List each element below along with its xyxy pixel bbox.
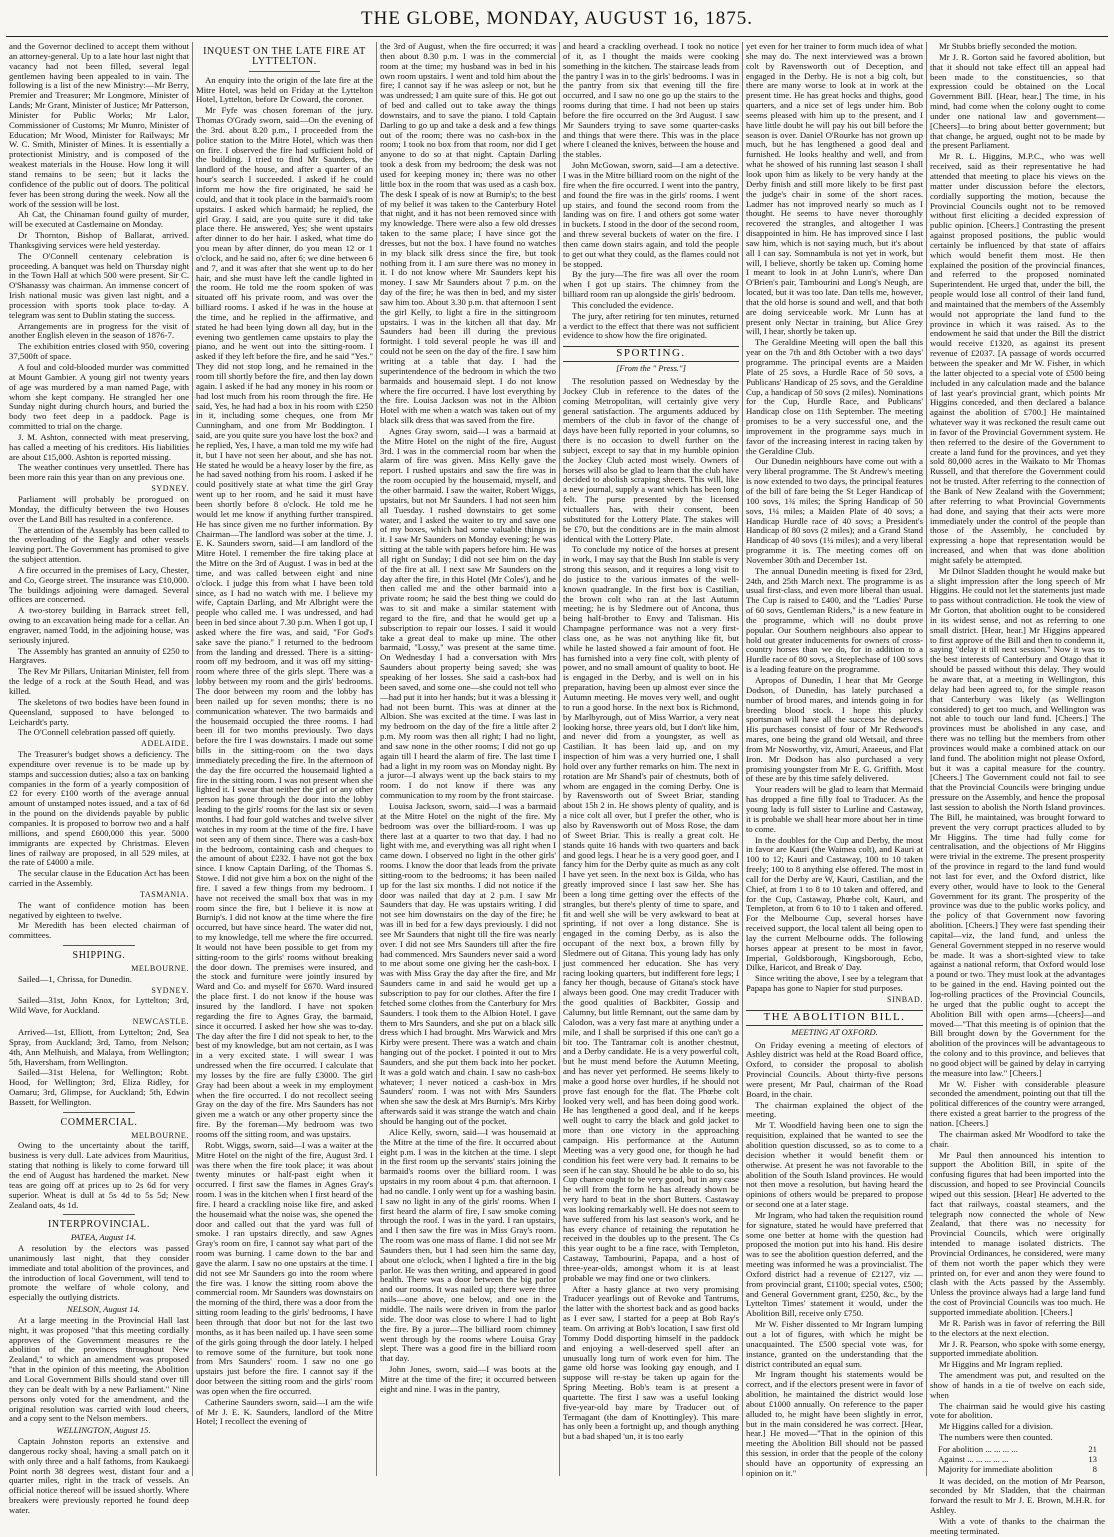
article-paragraph: Arrangements are in progress for the visit of another English eleven in the season of 1876-7. (9, 320, 189, 341)
article-paragraph: The O'Connell celebration passed off quietly. (18, 727, 176, 738)
article-paragraph: Mr R. Parish was in favor of referring the Bill to the electors at the next election. (930, 1317, 1105, 1338)
article-paragraph: At a large meeting in the Provincial Hall last night, it was proposed "that this meeting cordially approves of the Government measures re the abolition of the provinces throughout New Zealand," to which an amendment was proposed "that in the opinion of this meeting, the Abolition and Local Government Bills should stand over till they can be dealt with by a new Parliament." Nine persons only voted for the amendment, and the original resolution was carried with loud cheers, and a copy sent to the Nelson members. (9, 1314, 189, 1424)
place-heading: TASMANIA. (140, 889, 189, 899)
article-paragraph: In the doubles for the Cup and Derby, the most in favor are Kauri (the Waimea colt), and Kauri at 100 to 12; Kauri and Castaway, 100 to 10 taken freely; 100 to 8 anything else offered. The most in call for the Derby are W, Kauri, Castilian, and the Chief, at from 1 to 8 to 10 taken and offered, and for the Cup, Castaway, Phœbe colt, Kauri, and Templeton, at from 6 to 10 to 1 taken and offered. For the Melbourne Cup, several horses have received support, the local talent all being open to lay the current Melbourne odds. The following horses appear at present to be most in favor, Imperial, Goldsborough, Kingsborough, Ecbo, Dilke, Haricot, and Break o' Day. (746, 834, 923, 973)
article-paragraph: The want of confidence motion has been negatived by eighteen to twelve. (9, 899, 189, 920)
article-paragraph: To conclude my notice of the horses at present in work, I may say that the Bush Inn stable is very strong this season, and it requires a long visit to do justice to the various inmates of the well-known quadrangle. In the first box is Castilian, the brown colt who ran at the last Autumn meeting; he is by Sledmere out of Ancona, thus being half-brother to Envy and Talisman. His Champagne performance was not a very first-class one, as he was not anything like fit, but while he lasted showed a fair amount of foot. He has furnished into a very fine colt, with plenty of power, and no small amount of quality to boot. He is engaged in the Derby, and is well on in his preparation, having been up almost ever since the Autumn meeting. He moves very well, and ought to run a good horse. In the next box is Richmond, by Marlbyrough, out of Miss Warrior, a very neat looking horse, three years old, but I don't like him, and never did from a youngster, as well as Castilian. It has been laid up, and on my inspection of him was a very hurried one, I shall hold over any further remarks on him. The next in rotation are Mr Shand's pair of chestnuts, both of whom are engaged in the coming Derby. One is by Ravensworth out of Sweet Briar, standing about 15h 2 in. He shows plenty of quality, and is a nice colt all over, but I prefer the other, who is also by Ravensworth out of Moss Rose, the dam of Sweet Briar. This is really a great colt. He stands quite 16 hands with two quarters and back and good legs. I hear he is a very good goer, and I fancy him for the Derby quite as much as any colt I have yet seen. In the next box is Gilda, who has greatly improved since I last saw her. She has been a long time getting over the effects of the strangles, but there's plenty of time to spare, and fit and well she will be very awkward to beat at sprinting, if not over a long distance. She is engaged in the coming Derby, as is also the occupant of the next box, a brown filly by Sledmere out of Gitana. This young lady has only just commenced her education. She has very racing looking quarters, but indifferent fore legs; I fancy her though, because of Gitana's stock have always been good. One may credit Traducer with the good qualities of Backbiter, Gossip and Calumny, but little Remnant, out the same dam by Calodon, was a very fast mare at anything under a mile, and I shall be surprised if this one can't go a bit too. The Tantramar colt is another chestnut, and a Derby candidate. He is a very powerful colt, but he must mend before the Autumn Meeting, and has never yet performed. He seems likely to make a good horse over hurdles, if he should not prove fast enough for the flat. The Phœbe colt looked very well, and has been doing good work. He has lengthened a good deal, and if he keeps well ought to carry the black and gold jacket to more than one victory in the approaching campaign. His performance at the Autumn Meeting was a very good one, for though he had condition his feet were very bad. It remains to be seen if he can stay. Should he be able to do so, his Cup chance ought to be very good, but in any case he will from the form he has already shown be very hard to beat in the short Butters. Castaway was looking remarkably well. He does not seem to have suffered from his last season's work, and he has every chance of retaining the reputation he received in the doubles up to the present. The Cs this year ought to be a fine race, with Templeton, Castaway, Tambourini, Papapa, and a host of three-year-olds, amongst whom it is at least probable we may find one or two clinkers. (563, 544, 739, 1283)
vote-label: Against ... ... ... ... ... (938, 1453, 1009, 1464)
shipping-item: Sailed—1, Chrissa, for Dunedin. (18, 973, 132, 984)
vote-label: For abolition ... ... ... ... (938, 1443, 1018, 1454)
article-paragraph: Robt. Wiggs, sworn, said—I was a waiter at the Mitre Hotel on the night of the fire, August 3rd. I was there when the fire took place; it was about twenty minutes or half-past eight when it occurred. I first saw the flames in Agnes Gray's room. I was in the kitchen when I first heard of the fire. I heard a crackling noise like fire, and asked the housemaid what the noise was, she opened the door and called out that the yard was full of smoke. I ran upstairs directly, and saw Agnes Gray's room on fire, I cannot say what part of the room was burning. I came down to the bar and gave the alarm. I saw no one upstairs at the time. I did not see Mr Saunders go into the room where the fire was. I know the sitting room above the commercial room. Mr Saunders was downstairs on the morning of the third, there was a door from the sitting room leading to the girls' bedrooms, I have been through that door but not for the last two months, as it has been nailed up. I have seen some of the girls going through the door lately. I helped to remove some of the furniture, but took none from Mrs Saunders' room. I saw no one go upstairs just before the fire. I cannot say if the door between the sitting room and the girls' room was open when the fire occurred. (196, 1139, 373, 1396)
article-paragraph: The resolution passed on Wednesday by the Jockey Club in reference to the dates of the coming Metropolitan, will certainly give very general satisfaction. The arguments adduced by members of the club in favor of the change of days have been fully reported in your columns, so there is no occasion to dwell further on the subject, except to say that in my humble opinion the Jockey Club acted most wisely. Owners of horses will also be glad to learn that the club have decided to abolish scraping sheets. This will, like a new journal, supply a want which has been long felt. The purse presented by the licensed victuallers has, with their consent, been substituted for the Lottery Plate. The stakes will be £70, but the conditions are in the main almost identical with the Lottery Plate. (563, 376, 739, 544)
section-divider (63, 1112, 135, 1113)
article-paragraph: Mr Higgins and Mr Ingram replied. (939, 1359, 1063, 1370)
article-paragraph: Dr Thornton, Bishop of Ballarat, arrived. Thanksgiving services were held yesterday. (9, 230, 189, 250)
dateline: PATEA, August 14. (70, 1232, 137, 1243)
article-paragraph: The O'Connell centenary celebration is proceeding. A banquet was held on Thursday night in the Town Hall at which 500 were present. Sir C. O'Shanassy was chairman. An immense concert of Irish national music was given last night, and a procession with sports took place to-day. A telegram was sent to Dublin stating the success. (9, 250, 189, 320)
article-paragraph: Agnes Gray sworn, said—I was a barmaid at the Mitre Hotel on the night of the fire, August 3rd. I was in the commercial room bar when the alarm of fire was given. Miss Kelly gave the report. I rushed upstairs and saw the fire was in the room occupied by the housemaid, myself, and the other barmaid. I saw the waiter, Robert Wiggs, upstairs, but not Mr Saunders. I had not seen him all Tuesday. I rushed downstairs to get some water, and I asked the waiter to try and save one of my boxes, which had some valuable things in it. I saw Mr Saunders on Monday evening; he was sitting at the table with papers before him. He was all right on Sunday; I did not see him on the day of the fire at all. I next saw Mr Saunders on the day after the fire, in this Hotel (Mr Coles'), and he then called me and the other barmaid into a private room; he said the best thing we could do was to sit and make a similar statement with regard to the fire, and that he would get up a subscription to repair our losses. I said it would take a great deal to make up mine. The other barmaid, "Lossy," was present at the same time. On Wednesday I had a conversation with Mrs Saunders about property being saved; she was speaking of her losses. She said a cash-box had been saved, and some one—she could not tell who—had put it into her hands; but it was a blessing it had not been burnt. This was at dinner at the Albion. She was excited at the time. I was last in my bedroom on the day of the fire a little after 2 p.m. My room was then all right; I had no light, and saw none in the other rooms; I did not go up again till I heard the alarm of fire. The last time I had a light in my room was on Monday night. By a juror—I always went up the back stairs to my room. I do not know if there was any communication to my room by the front staircase. (380, 425, 556, 801)
vote-tally (930, 1445, 1105, 1475)
article-paragraph: John McGowan, sworn, said—I am a detective. I was in the Mitre billiard room on the night of the fire when the fire occurred. I went into the pantry, and found the fire was in the girls' rooms. I went up stairs, and found the second room from the landing was on fire. I and others got some water in buckets. I stood in the door of the second room, and threw several buckets of water on the fire. I then came down stairs again, and told the people to get out what they could, as the flames could not be stopped. (563, 160, 739, 269)
column-6 (926, 41, 1108, 1536)
article-paragraph: The chairman said he would give his casting vote for abolition. (930, 1400, 1105, 1421)
article-paragraph: Mr J. R. Gorton said he favored abolition, but that it should not take effect till an appeal had been made to the constituencies, so that expression could be obtained on the Local Government Bill. [Hear, hear.] The time, in his mind, had come when the colony ought to come under one national law and government—[Cheers]—to bring about better government; but that change, he argued, ought not to be made by the present Parliament. (930, 51, 1105, 151)
masthead-rule (6, 36, 1108, 37)
vote-row-majority (930, 1465, 1105, 1475)
article-paragraph: An enquiry into the origin of the late fire at the Mitre Hotel, was held on Friday at the Lyttelton Hotel, Lyttelton, before Dr Coward, the coroner. (196, 74, 373, 105)
article-paragraph: Your readers will be glad to learn that Mermaid has dropped a fine filly foal to Traducer. As the young lady is full sister to Lurline and Castaway, it is probable we shall hear more about her in time to come. (746, 784, 923, 834)
article-paragraph: A foul and cold-blooded murder was committed at Mount Gambier. A young girl not twenty years of age was murdered by a man named Page, with whom she kept company. He strangled her one Sunday night during church hours, and buried the body two feet deep in a paddock. Page is committed to trial on the charge. (9, 362, 189, 432)
article-paragraph: The attention of the Assembly has been called to the overloading of the Eagly and other vessels leaving port. The Government has promised to give the subject attention. (9, 524, 189, 565)
article-paragraph: Our Dunedin neighbours have come out with a very liberal programme. The St Andrew's meeting is now extended to two days, the principal features of the bill of fare being the St Leger Handicap of 100 sovs, 1¾ miles; the Spring Handicap of 50 sovs, 1¼ miles; a Maiden Plate of 40 sovs; a Handicap Hurdle race of 40 sovs; a President's Handicap of 80 sovs (2 miles); and a Grand Stand Handicap of 40 sovs (1¼ miles); and a very liberal programme it is. The meeting comes off on November 30th and December 1st. (746, 456, 923, 565)
article-paragraph: Mr T. Woodfield having been one to sign the requisition, explained that he wanted to see the abolition question discussed, so as to come to a decision whether it would benefit them or otherwise. At present he was not favorable to the abolition of the South Island provinces. He would not then move a resolution, but having heard the opinions of others would be prepared to propose or second one at a later stage. (746, 1120, 923, 1210)
article-paragraph: The amendment was put, and resulted on the show of hands in a tie of twelve on each side, when (930, 1370, 1105, 1400)
article-paragraph: It was decided, on the motion of Mr Pearson, seconded by Mr Sladden, that the chairman forward the result to Mr J. E. Brown, M.H.R. for Ashley. (930, 1475, 1105, 1516)
newspaper-columns (6, 41, 1108, 1536)
article-paragraph: The chairman asked Mr Woodford to take the chair. (930, 1128, 1105, 1149)
masthead (0, 0, 1114, 38)
article-paragraph: and the Governor declined to accept them without an attorney-general. Up to a late hour last night that vacancy had not been filled, several legal gentlemen having been appealed to in vain. The following is a list of the new Ministry:—Mr Berry, Premier and Treasurer; Mr Longmore, Minister of Lands; Mr Grant, Minister of Justice; Mr Patterson, Minister for Public Works; Mr Lalor, Commissioner of Customs; Mr Munro, Minister of Education; Mr Wood, Minister for Railways; Mr W. C. Smith, Minister of Mines. It is essentially a protectionist Ministry, and is composed of the weakest materials in the House. How long it will stand remains to be seen; but it lacks the confidence of the public out of doors. The political fever has been strong during the week. Now all the work of the session will be lost. (9, 41, 189, 209)
dateline: WELLINGTON, August 15. (56, 1425, 151, 1436)
article-paragraph: The Assembly has granted an annuity of £250 to Hargraves. (9, 645, 189, 666)
place-heading: ADELAIDE. (141, 739, 189, 749)
shipping-item: Arrived—1st, Elliott, from Lyttelton; 2nd, Sea Spray, from Auckland; 3rd, Tamo, from Nelson; 4th, Ann Melhuish, and Malaya, from Wellington; 5th, Haversham, from Wellington. (9, 1027, 189, 1067)
article-paragraph: Mr R. L. Higgins, M.P.C., who was well received, said as their representative he had attended that meeting to place his views on the matter under discussion before the electors, cordially supporting the motion, because the Provincial Councils ought not to be removed without first eliciting a decided expression of public opinion. [Cheers.] Contrasting the present against proposed positions, the public would certainly be influenced by that state of affairs which would benefit them most. He then explained the position of the provincial finances, and referred to the proposed nominated Superintendent. He urged that, under the bill, the people would lose all control of their land fund, and maintained that the members of the Assembly would not appropriate the land fund to the province in which it was raised. As to the endowment he said that under the Bill the district would receive £1320, as against its present revenue of £2037. [A passage of words occurred between the speaker and Mr W. Fisher, in which the latter objected to a special vote of £500 being included in any calculation made and the balance of last year's provincial grant, which points Mr Higgins conceded, and then declared a balance against the abolition of £700.] He maintained whatever way it was reckoned the result came out in favor of the Provincial Government system. He then referred to the desire of the Government to create a land fund for the provinces, and yet they sold 80,000 acres in the Waikato to Mr Thomas Russell, and that therefore the Government could not be trusted. After referring to the connection of the Bank of New Zealand with the Government; after referring to what Provincial Governments had done, and saying that their acts were more immediately under the control of the people than those of the Assembly, he concluded by expressing a hope that representation would be increased, and when that was done abolition might safely be attempted. (930, 151, 1105, 565)
section-heading-sporting: SPORTING. (563, 346, 739, 362)
article-paragraph: and heard a crackling overhead. I took no notice of it, as I thought the maids were cooking something in the kitchen. The staircase leads from the pantry I was in to the girls' bedrooms. I was in the pantry from six that evening till the fire occurred, and I saw no one go up the stairs to the rooms during that time. I had not been up stairs before the fire occurred on the 3rd August. I saw Mr Saunders trying to save some quarter-casks and things that were there. This was in the place where I cleaned the knives, between the house and the stables. (563, 41, 739, 160)
article-paragraph: Mr Stubbs briefly seconded the motion. (939, 41, 1078, 51)
article-paragraph: With a vote of thanks to the chairman the meeting terminated. (930, 1515, 1105, 1536)
article-paragraph: This concluded the evidence. (572, 299, 674, 310)
article-paragraph: Captain Johnston reports an extensive and dangerous rocky shoal, having a small patch on it with only three and a half fathoms, from Kaukaegi Point north 38 degrees west, distant four and a quarter miles, right in the track of vessels. An official notice thereof will be issued shortly. Where breakers were previously reported he found deep water. (9, 1436, 189, 1515)
article-paragraph: The weather continues very unsettled. There has been more rain this year than on any previous one. (9, 462, 189, 483)
article-paragraph: The exhibition entries closed with 950, covering 37,500ft of space. (9, 341, 189, 362)
source-credit: [From the " Press."] (616, 363, 686, 374)
article-paragraph: J. M. Ashton, connected with meat preserving, has called a meeting of his creditors. His liabilities are about £15,000. Ashton is reported missing. (9, 431, 189, 462)
article-paragraph: yet even for her trainer to form much idea of what she may do. The next interviewed was a brown colt by Ravensworth out of Deception, and engaged in the Derby. He is not a big colt, but there are many worse to look at in work at the present time. He has great hocks and thighs, good quarters, and a nice set of legs under him. Bob seems pleased with him up to the present, and I have little doubt he will pay his out bill before the season is over. Daniel O'Rourke has not grown up much, but he has lengthened a good deal and furnished. He looks healthy and well, and from what he showed of his running last season I shall look upon him as likely to be very handy at the Derby finish and still more likely to be first past the judge's chair in some of the short races. Ladmer has not improved nearly so much as I thought. He seems to have never thoroughly recovered the strangles, and altogether I was disappointed in him. He has improved since I last saw him, which is not saying much, but it's about all I can say. Somnambula is not yet in work, but will, I believe, shortly be taken up. Coming home I meant to look in at John Lunn's, where Dan O'Brien's pair, Tambourini and Long's Neugh, are located, but it was too late. Dan tells me, however, that the old horse is sound and well, and that both are doing serviceable work. Mr Lunn has at present only Nectar in training, but Alice Grey will, I hear, shortly be taken up. (746, 41, 923, 337)
section-heading-shipping: SHIPPING. (72, 950, 126, 962)
article-paragraph: A resolution by the electors was passed unanimously last night, that they consider immediate and total abolition of the provinces, and the introduction of local Government, will tend to promote the welfare of whole colony, and especially the outlying districts. (9, 1243, 189, 1303)
article-paragraph: Mr Fyfe was chosen foreman of the jury. Thomas O'Grady sworn, said—On the evening of the 3rd. about 8.20 p.m., I proceeded from the police station to the Mitre Hotel, which was then on fire. I observed the fire had sufficient hold of the building. I tried to find Mr Saunders, the landlord of the house, and after a quarter of an hour's search I succeeded. I asked if he could inform me how the fire originated, he said he could, and that it took place in the barmaid's room upstairs. I asked which barmaid; he replied, the girl Gray. I said, are you quite sure it did take place there. He answered, Yes; she went upstairs after dinner to do her hair. I asked, what time do you mean by after dinner, do you mean 12 or 1 o'clock, and he said no, after 6; we dine between 6 and 7, and it was after that she went up to do her hair, and she must have left the candle lighted in the room. He told me the room spoken of was situated off his private room, and was over the billiard rooms. I asked if he was in the house at the time, and he replied in the affirmative, and stated he had been lying down all day, but in the evening two gentlemen came upstairs to play the piano, and he went out into the sitting-room. I asked if they left before the fire, and he said "Yes." They did not stop long, and he remained in the room till shortly before the fire, and then lay down again. I asked if he had any money in his room or had lost much from his room through the fire. He said, Yes, he had had a box in his room with £250 in it, including some cheques, one from Mr Cunningham, and one from Mr Boddington. I said, are you quite sure you have lost the box? and he replied, Yes, I have, a man told me my wife had it, but I have not seen her about, and she has not. He stated he would be a heavy loser by the fire, as he had saved nothing from his room. I asked if he could positively state at what time the girl Gray went up to her room, and he said it must have been shortly before 8 o'clock. He told me he would let me know if anything further transpired. He has since given me no further information. By Chairman—The landlord was sober at the time. J. E. K. Saunders sworn, said—I am landlord of the Mitre Hotel. I remember the fire taking place at the Mitre on the 3rd of August. I was in bed at the time, and was called between eight and nine o'clock. I judge this from what I have been told since, as I had no watch with me. I believe my wife, Captain Darling, and Mr Albright were the people who called me. I was undressed, and had been in bed since about 7.30 p.m. When I got up, I asked where the fire was, and said, "For God's sake save the piano." I returned to the bedroom from the landing and dressed. There is a sitting-room off my bedroom, and it was off my sitting-room where three of the girls slept. There was a lobby between my room and the girls' bedrooms. The door between my room and the lobby has been nailed up for seven months; there is no communication whatever. The two barmaids and the housemaid occupied the three rooms. I had been ill for two months previously. Two days before the fire I was downstairs. I made out some bills in the sitting-room on the two days immediately preceding the fire. In the afternoon of the day the fire occurred the housemaid lighted a fire in the sitting room. I was not present when she lighted it. I swear that neither the girl or any other person has gone through the door into the lobby leading to the girls' rooms for the last six or seven months. I had four gold watches and twelve silver watches in my room at the time of the fire. I have not seen any of them since. There was a cash-box in the bedroom, containing cash and cheques to the amount of about £232. I have not got the box since. I know Captain Darling, of the Thomas S. Stowe. I did not give him a box on the night of the fire. I saved a few things from my bedroom. I have not received the small box that was in my room since the fire, but I believe it is now at Burnip's. I did not know at the time where the fire occurred, but have since heard. The water did not, to my knowledge, tell me where the fire occurred. It would not have been possible to get from my sitting-room to the girls' rooms without breaking the door down. The premises were insured, and the stock and furniture were jointly insured by Ward and Co. and myself for £670. Ward insured the place first. I do not know if the house was insured by the landlord. I have not spoken regarding the fire to Agnes Gray, the barmaid, since it occurred. I asked her how she was to-day. The day after the fire I did not speak to her, to the best of my knowledge, but am not certain, as I was in a very excited state. I will swear I was undressed when the fire occurred. I calculate that my losses by the fire are fully £3000. The girl Gray had been about a week in my employment when the fire occurred. I do not recollect seeing Gray on the day of the fire. Mrs Saunders has not given me a watch or any other property since the fire. By the foreman—My bedroom was two rooms off the sitting room, and was upstairs. (196, 105, 374, 1139)
article-paragraph: The jury, after retiring for ten minutes, returned a verdict to the effect that there was not sufficient evidence to show how the fire originated. (563, 310, 739, 341)
article-paragraph: A two-storey building in Barrack street fell, owing to an excavation being made for a cellar. An engraver, named Todd, in the adjoining house, was seriously injured. (9, 605, 189, 645)
column-5 (742, 42, 926, 1476)
article-paragraph: Catherine Saunders sworn, said—I am the wife of Mr J. E. K. Saunders, landlord of the Mitre Hotel; I recollect the evening of (196, 1396, 373, 1427)
article-headline-inquest: INQUEST ON THE LATE FIRE AT LYTTELTON. (203, 46, 366, 67)
shipping-item: Sailed—31st, John Knox, for Lyttelton; 3rd, Wild Wave, for Auckland. (9, 995, 189, 1016)
section-divider (63, 945, 135, 946)
article-paragraph: Mr J. R. Pearson, who spoke with some energy, supported immediate abolition. (930, 1338, 1105, 1359)
article-paragraph: John Jones, sworn, said—I was boots at the Mitre at the time of the fire; it occurred between eight and nine. I was in the pantry, (380, 1364, 556, 1394)
article-paragraph: Since writing the above, I see by a telegram that Papapa has gone to Napier for stud purposes. (746, 973, 923, 994)
vote-count: 13 (1088, 1453, 1097, 1464)
column-2 (192, 42, 376, 1476)
headline-divider (249, 71, 320, 72)
place-heading: MELBOURNE. (131, 963, 189, 973)
place-heading: MELBOURNE. (131, 1130, 189, 1140)
section-divider (63, 1214, 135, 1215)
shipping-item: Sailed—31st Helena, for Wellington; Robt. Hood, for Wellington; 3rd, Eliza Ridley, for Oamaru; 3rd, Glimpse, for Auckland; 5th, Edwin Bassett, for Wellington. (9, 1067, 189, 1107)
vote-count: 21 (1088, 1443, 1097, 1454)
section-heading-abolition: THE ABOLITION BILL. (746, 1010, 923, 1026)
article-paragraph: The annual Dunedin meeting is fixed for 23rd, 24th, and 25th March next. The programme is as usual first-class, and even more liberal than usual. The Cup is raised to £400, and the "Ladies' Purse of 60 sovs, Gentleman Riders," is a new feature in the programme, which will no doubt prove popular. Our Southern neighbours also appear to hold out greater inducements for owners of cross-country horses than we do, for in addition to a Hurdle race of 80 sovs, a Steeplechase of 100 sovs is a leading feature on the programme. (746, 565, 923, 675)
article-paragraph: The Rev Mr Pillars, Unitarian Minister, fell from the ledge of a rock at the South Head, and was killed. (9, 666, 189, 696)
article-paragraph: Ah Cat, the Chinaman found guilty of murder, will be executed at Castlemaine on Monday. (9, 209, 189, 230)
section-heading-commercial: COMMERCIAL. (60, 1116, 138, 1128)
article-paragraph: The Treasurer's budget shows a deficiency. The expenditure over revenue is to be made up by stamps and succession duties; also a tax on banking companies in the form of a yearly composition of £2 for every £100 worth of the average annual amount of unstamped notes issued, and a tax of 6d in the pound on the dividends payable by public companies. It is proposed to borrow two and a half millions, and spend £600,000 this year. 5000 immigrants are expected by Christmas. Eleven lines of railway are proposed, in all 529 miles, at the rate of £4000 a mile. (9, 749, 189, 868)
article-paragraph: Mr Ingram, who had taken the requisition round for signature, stated he would have preferred that some one better at home with the question had proposed the motion put into his hand. His desire was to see the abolition question deferred, and the meeting was informed he was a provincialist. The Oxford district had a revenue of £2127, viz —from provincial grant, £1100; special votes, £500; and General Government grant, £250, &c., by the Lyttelton Times' statement it would, under the Abolition Bill, receive only £750. (746, 1209, 923, 1319)
newspaper-title: THE GLOBE, MONDAY, AUGUST 16, 1875. (361, 8, 753, 29)
article-paragraph: The Geraldine Meeting will open the ball this year on the 7th and 8th October with a two days' programme. The principal events are a Maiden Plate of 25 sovs, a Hurdle Race of 50 sovs, a Publicans' Handicap of 25 sovs, and the Geraldine Cup, a handicap of 50 sovs (2 miles). Nominations for the Cup, Hurdle Race, and Publicans' Handicap close on 11th September. The meeting promises to be a very successful one, and the improvement in the programme says much in favor of the increasing interest in racing taken by the Geraldine Club. (746, 337, 923, 456)
column-1 (6, 41, 192, 1515)
article-subheading: MEETING AT OXFORD. (791, 1026, 878, 1037)
article-paragraph: The numbers were then counted. (939, 1432, 1053, 1443)
place-heading: SYDNEY. (151, 985, 189, 995)
dateline: NELSON, August 14. (67, 1304, 140, 1315)
place-heading: SYDNEY. (151, 484, 189, 494)
vote-count: 8 (1092, 1463, 1097, 1474)
article-paragraph: The secular clause in the Education Act has been carried in the Assembly. (9, 868, 189, 889)
article-paragraph: The skeletons of two bodies have been found in Queensland, supposed to have belonged to Leichardt's party. (9, 696, 189, 727)
vote-label: Majority for immediate abolition (938, 1463, 1053, 1474)
article-paragraph: Alice Kelly, sworn, said—I was housemaid at the Mitre at the time of the fire. It occurred about eight p.m. I was in the kitchen at the time. I slept in the first room up the servants' stairs joining the barmaid's rooms over the billiard room. I was upstairs in my room about 4 p.m. that afternoon. I had no candle. I only went up for a washing basin. I saw no light in any of the girls' rooms. When I first heard the alarm of fire, I saw smoke coming through the roof. I was in the yard. I ran upstairs, and I then saw the fire was in Miss Gray's room. The room was one mass of flame. I did not see Mr Saunders then, but I had seen him the same day, about one o'clock, when I lighted a fire in the big parlor. He was then writing, and appeared in good health. There was a door between the big parlor and our rooms. It was nailed up; there were three nails—one above, one below, and one in the middle. The nails were driven in from the parlor side. The door was close to where I had to light the fire. By a juror—The billiard room chimney went through by the rooms where Louisa Gray slept. There was a good fire in the billiard room that day. (380, 1126, 556, 1364)
article-paragraph: After a hasty glance at two very promising Traducer yearlings out of Revoke and Tantrums, the latter with the shortest back and as good backs as I ever saw, I started for a peep at Bob Ray's team. On arriving at Bob's location, I saw first old Tommy Dodd disporting himself in the paddock and enjoying a well-deserved spell after an unusually long turn of work even for him. The game old horse was looking gay enough, and I suppose will re-stay be taken up again for the Spring Meeting. Bob's team is at present a quartette. The first I saw was a useful looking five-year-old bay mare by Traducer out of Termagant (the dam of Knottingley). This mare has only been a fortnight up, and though anything but a bad shaped 'un, it is too early (563, 1283, 739, 1442)
article-paragraph: By the jury—The fire was all over the room when I got up stairs. The chimney from the billiard room ran up alongside the girls' bedroom. (563, 269, 739, 300)
article-paragraph: On Friday evening a meeting of electors of Ashley district was held at the Road Board office, Oxford, to consider the proposal to abolish Provincial Councils. About thirty-five persons were present, Mr Paul, chairman of the Road Board, in the chair. (746, 1039, 923, 1099)
article-paragraph: Mr W. Fisher dissented to Mr Ingram lumping out a lot of figures, with which he might be unacquainted. The £500 special vote was, for instance, granted on the understanding that the district contributed an equal sum. (746, 1319, 923, 1369)
article-paragraph: Mr W. Fisher with considerable pleasure seconded the amendment, pointing out that till the political differences of the country were arranged, there existed a great barrier to the progress of the nation. [Cheers.] (930, 1078, 1105, 1128)
article-paragraph: the 3rd of August, when the fire occurred; it was then about 8.30 p.m. I was in the commercial room at the time; my husband was in bed in his own room upstairs. I went and told him about the fire; I cannot say if he was asleep or not, but he was undressed; I am quite sure of this. He got out of bed and called out to take away the things downstairs, and to save the piano. I told Captain Darling to go up and take a desk and a few things out of the room; there was no cash-box in the room; I took no box from that room, nor did I get anyone to do so at that night. Captain Darling took a desk from my bedroom; the desk was not used for keeping money in; there was no other little box in the room that was used as a cash box. The desk I speak of is now at Burnip's; to the best of my belief it was taken to the Canterbury Hotel that night, and it has not been removed since with my knowledge. There were also a few old dresses taken to the same place; I have since got the dresses, but not the box. I have found no watches in my black silk dress since the fire, but took nothing from it. I am sure there was no money in it. I do not know where Mr Saunders kept his money. I saw Mr Saunders about 7 p.m. on the day of the fire; he was then in bed, and my sister saw him too. About 3.30 p.m. that afternoon I sent the girl Kelly, to light a fire in the sittingroom upstairs. I was in the kitchen all that day. Mr Saunders had been ill during the previous fortnight. I told several people he was ill and could not be seen on the day of the fire. I saw him writing at a table that day. I had the superintendence of the bedroom in which the two barmaids and housemaid slept. I do not know where the fire occurred. I have lost everything by the fire. Louisa Jackson was not in the Albion Hotel with me when a watch was taken out of my black silk dress that was saved from the fire. (380, 41, 556, 426)
article-paragraph: Mr Dilnot Sladden thought he would make but a slight impression after the long speech of Mr Higgins. He could not let the statements just made to pass without contradiction. He took the view of Mr Gorton, that abolition ought to be considered in its widest sense, and not as referring to one small district. [Hear, hear.] Mr Higgins appeared to first approve of the Bill and then to condemn it, saying "delay it till next session." Now it was to the best interests of Canterbury and Otago that it should be passed without this delay. They would be aware that, at a meeting in Wellington, this delay had been agreed to, for the simple reason that Canterbury was likely (as Wellington considered) to get too much, and Wellington was not able to touch our land fund. [Cheers.] The provinces must be abolished in any case, and there was no telling but the members from other provinces would make a combined attack on our land fund. The abolition might not please Oxford, but it was a capital measure for the country. [Cheers.] The Government could not fail to see that the Provincial Councils were bringing undue pressure on the Assembly, and hence the proposal last session to abolish the North Island provinces. The Bill, he maintained, was brought forward to prevent the very corrupt practices alluded to by Mr Higgins. The time had fully come for centralisation, and the objections of Mr Higgins were trivial in the extreme. The present prosperity of the province in regard to the land fund would not last for ever, and the Oxford district, like every other, would have to look to the General Government for its grant. The prosperity of the province was due to the public works policy, and the policy of that Government now favoring abolition. [Cheers.] They were fast spending their capital—viz, the land fund, and unless the General Government stepped in no reserve would be made. It was a short-sighted view to take against a national reform, that Oxford would lose a pound or two. They must look at the advantages to be gained in the end. Having pointed out the log-rolling practices of the Provincial Councils, he urged that the public ought to accept the Abolition Bill with open arms—[cheers]—and moved—"That this meeting is of opinion that the Bill brought down by the Government for the abolition of the provinces will be advantageous to the colony and to this province, and believes that no good object will be gained by delay in carrying the measure into law." [Cheers.] (930, 565, 1105, 1078)
article-paragraph: Owing to the uncertainty about the tariff, business is very dull. Late advices from Mauritius, stating that nothing is likely to come forward till the end of August has hardened the market. New teas are going off at prices up to 2s 6d for very superior. Wheat is dull at 5s 4d to 5s 5d; New Zealand oats, 4s 1d. (9, 1140, 189, 1210)
article-paragraph: The chairman explained the object of the meeting. (746, 1099, 923, 1120)
article-paragraph: Apropos of Dunedin, I hear that Mr George Dodson, of Dunedin, has lately purchased a number of brood mares, and intends going in for breeding blood stock. I hope this plucky sportsman will have all the success he deserves. His purchases consist of four of Mr Redwood's mares, one being the grand old Wetsail, and three from Mr Nosworthy, viz, Amuri, Araeeus, and Flat Iron. Mr Dodson has also purchased a very promising youngster from Mr E. G. Griffith. Most of these are by this time safely delivered. (746, 675, 923, 784)
place-heading: NEWCASTLE. (132, 1017, 189, 1027)
article-paragraph: Mr Meredith has been elected chairman of committees. (9, 920, 189, 941)
article-paragraph: A fire occurred in the premises of Lacy, Chester, and Co, George street. The insurance was £10,000. The buildings adjoining were damaged. Several offices are concerned. (9, 564, 189, 605)
author-signature: SINBAD. (887, 995, 923, 1004)
section-heading-interprovincial: INTERPROVINCIAL. (47, 1219, 151, 1231)
column-3 (376, 42, 559, 1476)
article-paragraph: Mr Higgins called for a division. (939, 1421, 1053, 1432)
article-paragraph: Mr Paul then announced his intention to support the Abolition Bill, in spite of the confusing figures that had been imported into the discussion, and hoped to see Provincial Councils wiped out this session. [Hear] He adverted to the fact that railways, coastal steamers, and the telegraph now connected the whole of New Zealand, that there was no necessity for Provincial Councils, which were originally intended to manage isolated districts. The Provincial Ordinances, he considered, were many of them not worth the paper which they were printed on, for ever and anon they were found to clash with the Acts passed by the Assembly. Unless the province always had a large land fund the cost of Provincial Councils was too much. He supported immediate abolition. [Cheers.] (930, 1149, 1105, 1317)
article-paragraph: Parliament will probably be prorogued on Monday, the difficulty between the two Houses over the Land Bill has resulted in a conference. (9, 493, 189, 524)
column-4 (559, 42, 742, 1476)
article-paragraph: Louisa Jackson, sworn, said—I was a barmaid at the Mitre Hotel on the night of the fire. My bedroom was over the billiard-room. I was up there last at a quarter to two that day. I had no light with me, and everything was all right when I came down. I observed no light in the other girls' rooms. I know the door that leads from the private sitting-room to the bedrooms; it has been nailed up for the last six months. I did not notice if the door was nailed that day at 2 p.m. I saw Mr Saunders that day. He was upstairs writing. I did not see him downstairs on the day of the fire; he was ill in bed for a few days previously. I did not see Mr Saunders that night till the fire was nearly over. I did not see Mrs Saunders till after the fire had commenced. Mrs Saunders never said a word to me about some one giving her the cash-box. I was with Miss Gray the day after the fire, and Mr Saunders came in and said he would get up a subscription to pay for our clothes. After the fire I fetched some clothes from the Canterbury for Mrs Saunders. I took them to the Albion Hotel. I gave them to Mrs Saunders, and she put on a black silk dress which I had brought. Mrs Warwick and Mrs Kirby were present. There was a watch and chain hanging out of the pocket. I pointed it out to Mrs Saunders, and she put them back into her pocket. It was a gold watch and chain. I saw no cash-box whatever; I never noticed a cash-box in Mrs Saunders' room. I was not with Mrs Saunders when she saw the desk at Mrs Burnip's. Mrs Kirby afterwards said it was strange the watch and chain should be hanging out of the pocket. (380, 800, 556, 1126)
article-paragraph: Mr Ingram thought his statements would be correct, and if the electors present were in favor of abolition, he maintained the district would lose about £1000 annually. On reference to the paper alluded to, he might have been slightly in error, but in the main considered he was correct. [Hear, hear.] He moved—"That in the opinion of this meeting the Abolition Bill should not be passed this session, in order that the people of the colony should have an opportunity of expressing an opinion on it." (746, 1369, 923, 1478)
